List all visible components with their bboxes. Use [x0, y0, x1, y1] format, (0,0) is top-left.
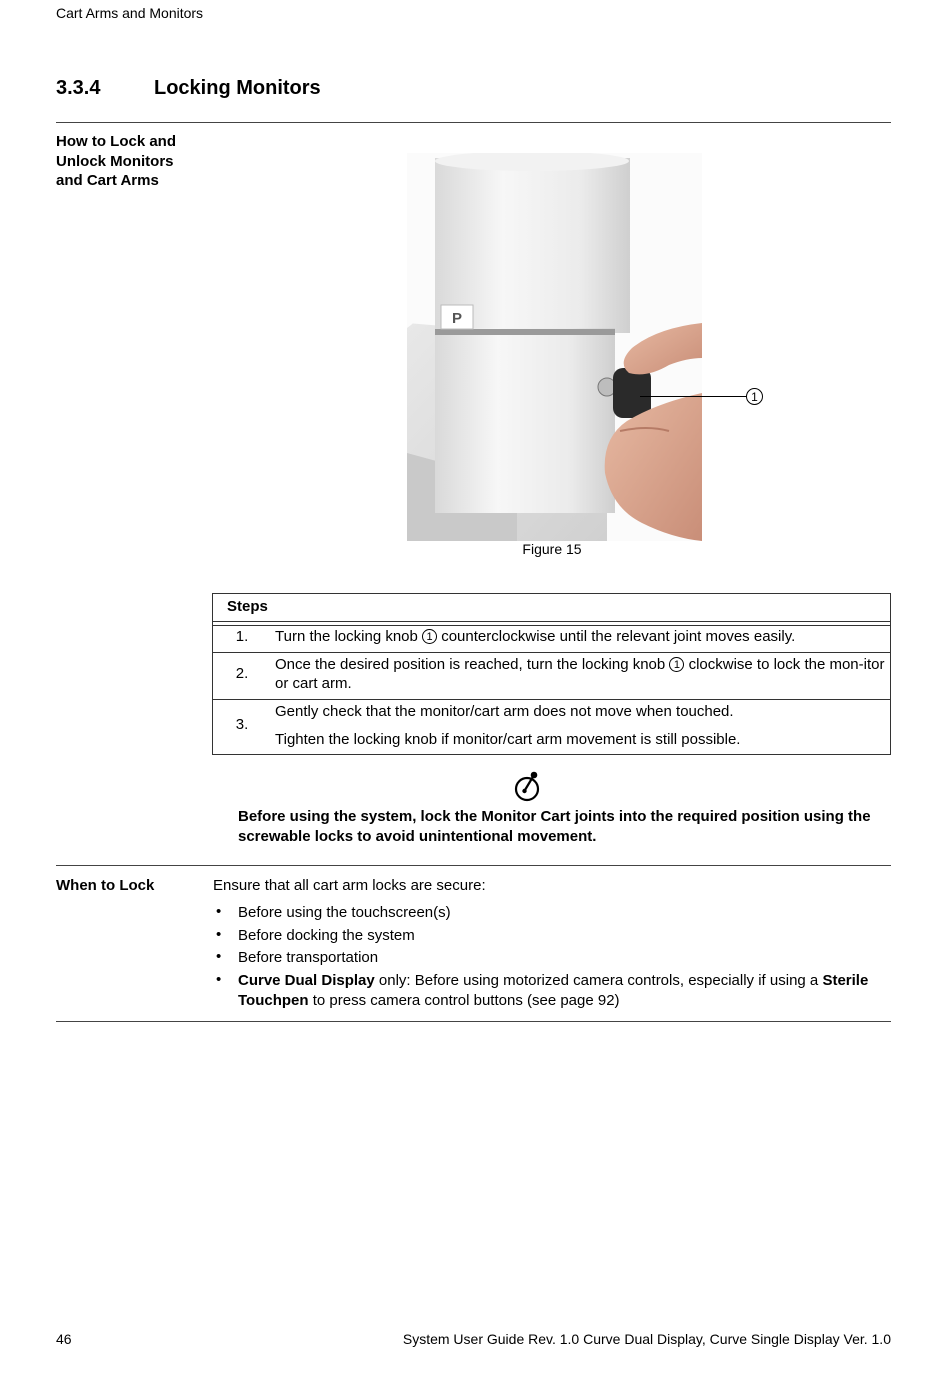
page-number: 46 [56, 1331, 72, 1347]
table-divider [213, 625, 890, 626]
steps-table [212, 593, 891, 755]
step-number: 1. [235, 628, 249, 645]
note-icon [512, 771, 542, 803]
step-number: 3. [235, 716, 249, 733]
bullet-icon: • [216, 903, 222, 920]
bullet-icon: • [216, 926, 222, 943]
bullet-icon: • [216, 971, 222, 988]
how-to-heading: How to Lock and Unlock Monitors and Cart Arms [56, 133, 176, 189]
table-divider [213, 621, 890, 622]
section-divider [56, 1021, 891, 1022]
locking-knob-photo [407, 153, 702, 541]
when-to-lock-intro: Ensure that all cart arm locks are secure: [213, 877, 486, 894]
footer-doc-title: System User Guide Rev. 1.0 Curve Dual Display, Curve Single Display Ver. 1.0 [402, 1331, 891, 1347]
knob-reference: 1 [422, 629, 437, 644]
callout-line [640, 396, 746, 397]
step-text: Once the desired position is reached, turn the locking knob 1 clockwise to lock the mon-itor or cart arm. [275, 656, 885, 692]
table-divider [213, 699, 890, 700]
section-divider [56, 122, 891, 123]
step-text: Gently check that the monitor/cart arm does not move when touched. [275, 703, 734, 720]
lock-warning: Before using the system, lock the Monitor Cart joints into the required position using the screwable locks to avoid unintentional movement. [238, 808, 871, 845]
list-item: Before docking the system [238, 927, 415, 944]
step-text: Turn the locking knob 1 counterclockwise until the relevant joint moves easily. [275, 628, 796, 645]
knob-reference: 1 [669, 657, 684, 672]
step-text: Tighten the locking knob if monitor/cart arm movement is still possible. [275, 731, 741, 748]
list-item: Curve Dual Display only: Before using motorized camera controls, especially if using a Sterile Touchpen to press camera control buttons (see page 92) [238, 972, 869, 1009]
running-header: Cart Arms and Monitors [56, 5, 204, 21]
figure-caption: Figure 15 [522, 541, 582, 557]
list-item: Before using the touchscreen(s) [238, 904, 451, 921]
section-divider [56, 865, 891, 866]
bullet-icon: • [216, 948, 222, 965]
svg-text:P: P [451, 310, 463, 327]
steps-heading: Steps [227, 598, 268, 615]
table-divider [213, 652, 890, 653]
callout-number: 1 [746, 388, 763, 405]
section-title: Locking Monitors [154, 77, 321, 99]
section-number: 3.3.4 [56, 77, 101, 99]
when-to-lock-heading: When to Lock [56, 877, 155, 894]
step-number: 2. [235, 665, 249, 682]
list-item: Before transportation [238, 949, 379, 966]
